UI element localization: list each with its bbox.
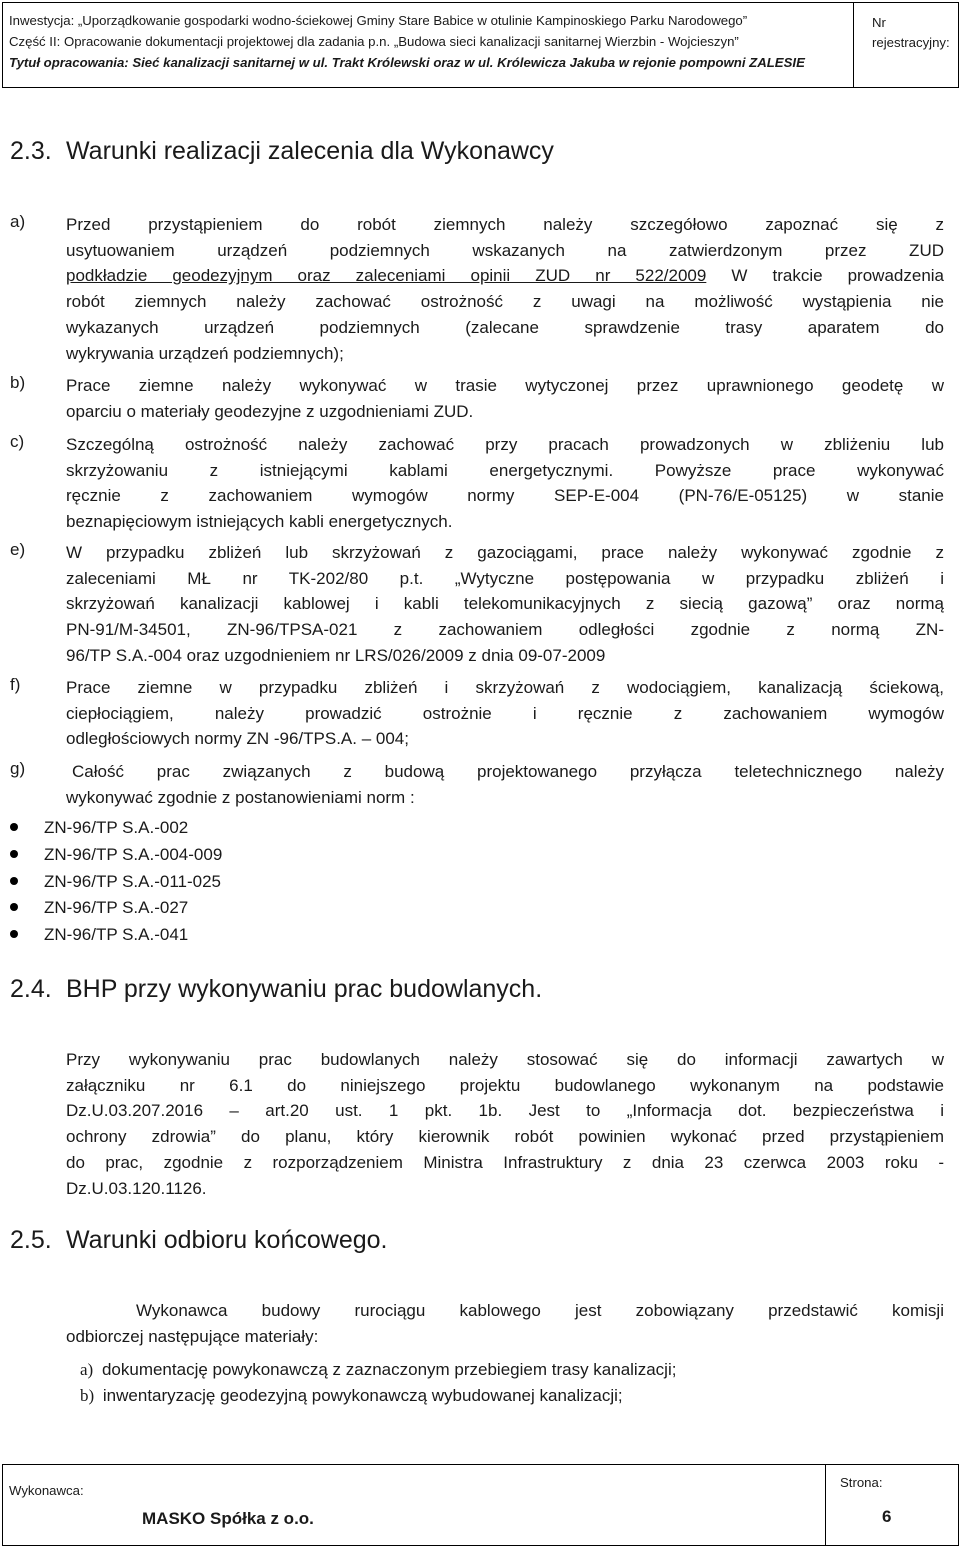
- bullet-icon: [10, 877, 18, 885]
- norm-text: ZN-96/TP S.A.-002: [44, 818, 189, 837]
- header-registration-label: rejestracyjny:: [872, 35, 950, 50]
- document-footer: [2, 1464, 959, 1546]
- section-2-5-paragraph: [66, 1298, 944, 1349]
- paragraph-line: Prace ziemne w przypadku zbliżeń i skrzyżowań z wodociągiem, kanalizacją ściekową,: [66, 678, 944, 697]
- paragraph-line: Przy wykonywaniu prac budowlanych należy stosować się do informacji zawartych w: [66, 1050, 944, 1069]
- paragraph-line: odbiorczej następujące materiały:: [66, 1326, 319, 1346]
- paragraph-line: Przed przystąpieniem do robót ziemnych należy szczegółowo zapoznać się z: [66, 215, 944, 234]
- paragraph-line: ciepłociągiem, należy prowadzić ostrożnie i ręcznie z zachowaniem wymogów: [66, 703, 944, 723]
- paragraph-line: W przypadku zbliżeń lub skrzyżowań z gazociągami, prace należy wykonywać zgodnie z: [66, 543, 944, 562]
- item-label-g: g): [10, 759, 26, 778]
- material-text: dokumentację powykonawczą z zaznaczonym przebiegiem trasy kanalizacji;: [101, 1360, 677, 1379]
- item-e-paragraph: [66, 540, 944, 669]
- item-label-a: a): [10, 212, 26, 231]
- paragraph-line: do prac, zgodnie z rozporządzeniem Ministra Infrastruktury z dnia 23 czerwca 2003 roku -: [66, 1152, 944, 1172]
- norm-text: ZN-96/TP S.A.-027: [44, 898, 189, 917]
- paragraph-line: Wykonawca budowy rurociągu kablowego jest zobowiązany przedstawić komisji: [136, 1301, 944, 1320]
- norm-text: ZN-96/TP S.A.-011-025: [44, 872, 222, 891]
- item-label-b: b): [10, 373, 26, 392]
- paragraph-line: skrzyżowań kanalizacji kablowej i kabli telekomunikacyjnych z siecią gazową” oraz normą: [66, 594, 944, 614]
- material-item: [80, 1360, 676, 1380]
- contractor-company: MASKO Spółka z o.o.: [142, 1509, 314, 1528]
- paragraph-line: ręcznie z zachowaniem wymogów normy SEP-E-004 (PN-76/E-05125) w stanie: [66, 486, 944, 506]
- paragraph-line: odległościowych normy ZN -96/TPS.A. – 004;: [66, 729, 409, 749]
- page-number: 6: [882, 1507, 892, 1526]
- item-b-paragraph: [66, 373, 944, 424]
- section-title: BHP przy wykonywaniu prac budowlanych.: [66, 975, 543, 1003]
- bullet-icon: [10, 930, 18, 938]
- paragraph-line-text: usytuowaniem urządzeń podziemnych wskazanych na zatwierdzonym przez ZUD: [66, 240, 944, 260]
- item-label-f: f): [10, 675, 21, 694]
- paragraph-line: wykazanych urządzeń podziemnych (zalecane sprawdzenie trasy aparatem do: [66, 317, 944, 337]
- norm-list-item: [10, 925, 188, 945]
- paragraph-line: robót ziemnych należy zachować ostrożność z uwagi na możliwość wystąpienia nie: [66, 292, 944, 312]
- norm-list-item: [10, 845, 222, 865]
- header-investment-line: Inwestycja: „Uporządkowanie gospodarki wodno-ściekowej Gminy Stare Babice w otulinie Kampinoskiego Parku Narodowego”: [9, 13, 748, 28]
- section-2-3-heading: [10, 137, 554, 166]
- norm-list-item: [10, 872, 221, 892]
- item-f-paragraph: [66, 675, 944, 752]
- section-2-4-paragraph: [66, 1047, 944, 1201]
- item-label-c: c): [10, 432, 25, 451]
- section-number: 2.3.: [10, 137, 52, 165]
- item-label-e: e): [10, 540, 26, 559]
- header-part-line: Część II: Opracowanie dokumentacji projektowej dla zadania p.n. „Budowa sieci kanalizacji sanitarnej Wierzbin - Wojcieszyn”: [9, 34, 739, 49]
- footer-page: [826, 1465, 957, 1545]
- paragraph-line: załączniku nr 6.1 do niniejszego projektu budowlanego wykonanym na podstawie: [66, 1075, 944, 1095]
- material-item: [80, 1386, 623, 1406]
- underlined-zud-reference: podkładzie geodezyjnym oraz zaleceniami opinii ZUD nr 522/2009: [66, 266, 707, 286]
- norm-list-item: [10, 898, 188, 918]
- paragraph-line: wykonywać zgodnie z postanowieniami norm :: [66, 787, 415, 807]
- paragraph-line: zaleceniami MŁ nr TK-202/80 p.t. „Wytyczne postępowania w przypadku zbliżeń i: [66, 568, 944, 588]
- page-label: Strona:: [840, 1475, 883, 1490]
- bullet-icon: [10, 903, 18, 911]
- paragraph-line-text: W trakcie prowadzenia: [706, 266, 945, 286]
- paragraph-line: [66, 238, 944, 264]
- norm-text: ZN-96/TP S.A.-041: [44, 925, 189, 944]
- bullet-icon: [10, 850, 18, 858]
- paragraph-line: Prace ziemne należy wykonywać w trasie wytyczonej przez uprawnionego geodetę w: [66, 376, 944, 395]
- paragraph-line: 96/TP S.A.-004 oraz uzgodnieniem nr LRS/026/2009 z dnia 09-07-2009: [66, 645, 606, 665]
- material-label: a): [80, 1360, 94, 1379]
- footer-contractor: [3, 1465, 826, 1545]
- section-number: 2.4.: [10, 975, 52, 1003]
- paragraph-line: Dz.U.03.120.1126.: [66, 1178, 207, 1198]
- paragraph-line: Dz.U.03.207.2016 – art.20 ust. 1 pkt. 1b. Jest to „Informacja dot. bezpieczeństwa i: [66, 1101, 944, 1121]
- item-g-paragraph: [66, 759, 944, 810]
- section-2-5-heading: [10, 1226, 387, 1255]
- item-c-paragraph: [66, 432, 944, 535]
- paragraph-line: ochrony zdrowia” do planu, który kierownik robót powinien wykonać przed przystąpieniem: [66, 1127, 944, 1147]
- paragraph-line: skrzyżowaniu z istniejącymi kablami energetycznymi. Powyższe prace wykonywać: [66, 460, 944, 480]
- paragraph-line: beznapięciowym istniejących kabli energetycznych.: [66, 512, 453, 532]
- material-text: inwentaryzację geodezyjną powykonawczą wybudowanej kanalizacji;: [102, 1386, 623, 1405]
- material-label: b): [80, 1386, 95, 1405]
- bullet-icon: [10, 823, 18, 831]
- paragraph-line: [66, 263, 944, 289]
- document-header: [2, 2, 959, 88]
- item-a-paragraph: [66, 212, 944, 366]
- norm-list-item: [10, 818, 188, 838]
- paragraph-line: Szczególną ostrożność należy zachować przy pracach prowadzonych w zbliżeniu lub: [66, 435, 944, 454]
- paragraph-line: wykrywania urządzeń podziemnych);: [66, 343, 344, 363]
- contractor-label: Wykonawca:: [9, 1483, 84, 1498]
- header-registration: [854, 3, 957, 87]
- paragraph-line: Całość prac związanych z budową projektowanego przyłącza teletechnicznego należy: [72, 762, 944, 781]
- section-number: 2.5.: [10, 1226, 52, 1254]
- norm-text: ZN-96/TP S.A.-004-009: [44, 845, 223, 864]
- header-project-info: [3, 3, 854, 87]
- header-title-line: Tytuł opracowania: Sieć kanalizacji sanitarnej w ul. Trakt Królewski oraz w ul. Królewicza Jakuba w rejonie pompowni ZALESIE: [9, 55, 805, 70]
- section-title: Warunki odbioru końcowego.: [66, 1226, 388, 1254]
- section-2-4-heading: [10, 975, 542, 1004]
- paragraph-line: oparciu o materiały geodezyjne z uzgodnieniami ZUD.: [66, 401, 474, 421]
- header-nr-label: Nr: [872, 15, 886, 30]
- paragraph-line: PN-91/M-34501, ZN-96/TPSA-021 z zachowaniem odległości zgodnie z normą ZN-: [66, 620, 944, 640]
- section-title: Warunki realizacji zalecenia dla Wykonawcy: [66, 137, 554, 165]
